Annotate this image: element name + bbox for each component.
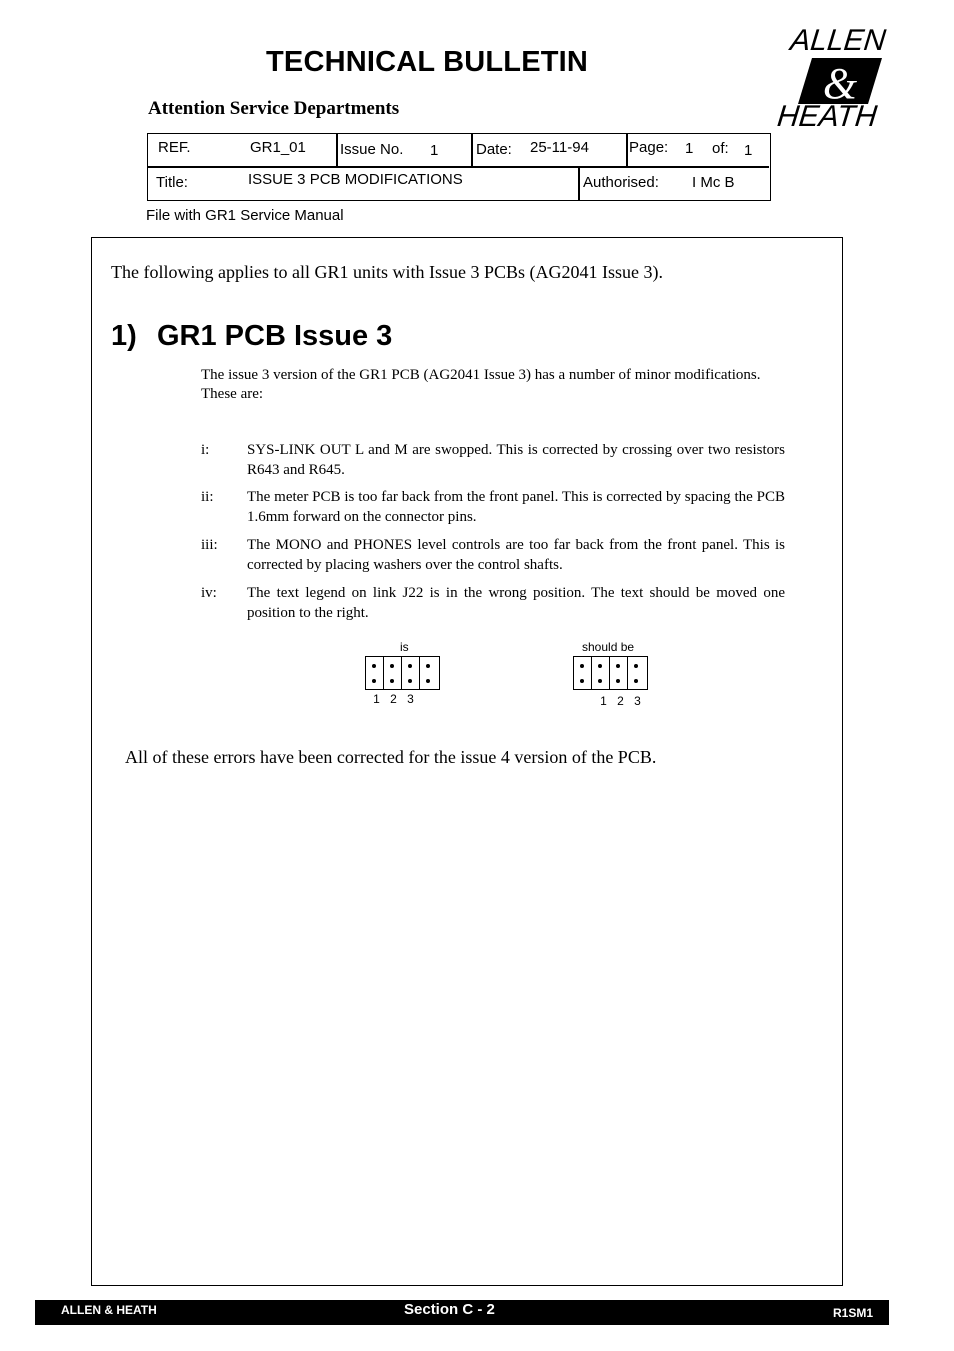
list-item xyxy=(201,488,785,527)
link-diagram-is-numbers: 1 2 3 xyxy=(373,692,414,706)
footer-bar xyxy=(35,1300,889,1325)
date-label: Date: xyxy=(476,141,512,158)
list-item-label: ii: xyxy=(201,489,214,505)
title-label: Title: xyxy=(156,174,188,191)
list-item-text: The meter PCB is too far back from the front panel. This is corrected by spacing the PCB 1.6mm forward on the connector pins. xyxy=(247,489,785,525)
list-item xyxy=(201,536,785,575)
list-item-label: i: xyxy=(201,442,210,458)
footer-company: ALLEN & HEATH xyxy=(61,1303,157,1317)
list-item xyxy=(201,441,785,480)
svg-text:&: & xyxy=(822,59,858,108)
section-heading xyxy=(111,320,392,353)
intro-text: The following applies to all GR1 units with Issue 3 PCBs (AG2041 Issue 3). xyxy=(111,262,663,282)
attention-line: Attention Service Departments xyxy=(148,98,400,119)
svg-text:ALLEN: ALLEN xyxy=(788,24,888,57)
of-label: of: xyxy=(712,140,729,157)
file-with-note: File with GR1 Service Manual xyxy=(146,207,344,224)
issue-label: Issue No. xyxy=(340,141,404,158)
footer-section: Section C - 2 xyxy=(404,1301,495,1318)
issue-value: 1 xyxy=(430,142,439,159)
page-label: Page: xyxy=(629,139,669,156)
page-value: 1 xyxy=(685,140,694,157)
link-diagram-is-label: is xyxy=(400,640,409,654)
link-diagram-should xyxy=(573,656,648,690)
footer-code: R1SM1 xyxy=(832,1306,873,1320)
list-item-text: SYS-LINK OUT L and M are swopped. This is corrected by crossing over two resistors R643 and R645. xyxy=(247,442,785,478)
ref-label: REF. xyxy=(158,139,191,156)
section-paragraph: The issue 3 version of the GR1 PCB (AG2041 Issue 3) has a number of minor modifications. These are: xyxy=(201,367,761,402)
of-value: 1 xyxy=(744,142,753,159)
ref-value: GR1_01 xyxy=(250,139,306,156)
authorised-value: I Mc B xyxy=(692,174,735,191)
title-value: ISSUE 3 PCB MODIFICATIONS xyxy=(248,171,463,188)
page-title: TECHNICAL BULLETIN xyxy=(266,46,589,78)
authorised-label: Authorised: xyxy=(583,174,659,191)
link-diagram-is xyxy=(365,656,440,690)
section-number: 1) xyxy=(111,320,137,352)
bulletin-info-table xyxy=(147,133,771,201)
list-item-label: iii: xyxy=(201,537,218,553)
list-item-text: The text legend on link J22 is in the wrong position. The text should be moved one position to the right. xyxy=(247,585,785,621)
date-value: 25-11-94 xyxy=(530,139,589,156)
allen-heath-logo xyxy=(775,22,890,133)
svg-text:HEATH: HEATH xyxy=(775,100,879,133)
link-diagram-should-numbers: 1 2 3 xyxy=(600,694,641,708)
list-item xyxy=(201,584,785,623)
section-title: GR1 PCB Issue 3 xyxy=(157,320,393,352)
closing-text: All of these errors have been corrected for the issue 4 version of the PCB. xyxy=(125,747,657,767)
list-item-label: iv: xyxy=(201,585,217,601)
list-item-text: The MONO and PHONES level controls are too far back from the front panel. This is corrected by placing washers over the control shafts. xyxy=(247,537,785,573)
link-diagram-should-label: should be xyxy=(582,640,635,654)
